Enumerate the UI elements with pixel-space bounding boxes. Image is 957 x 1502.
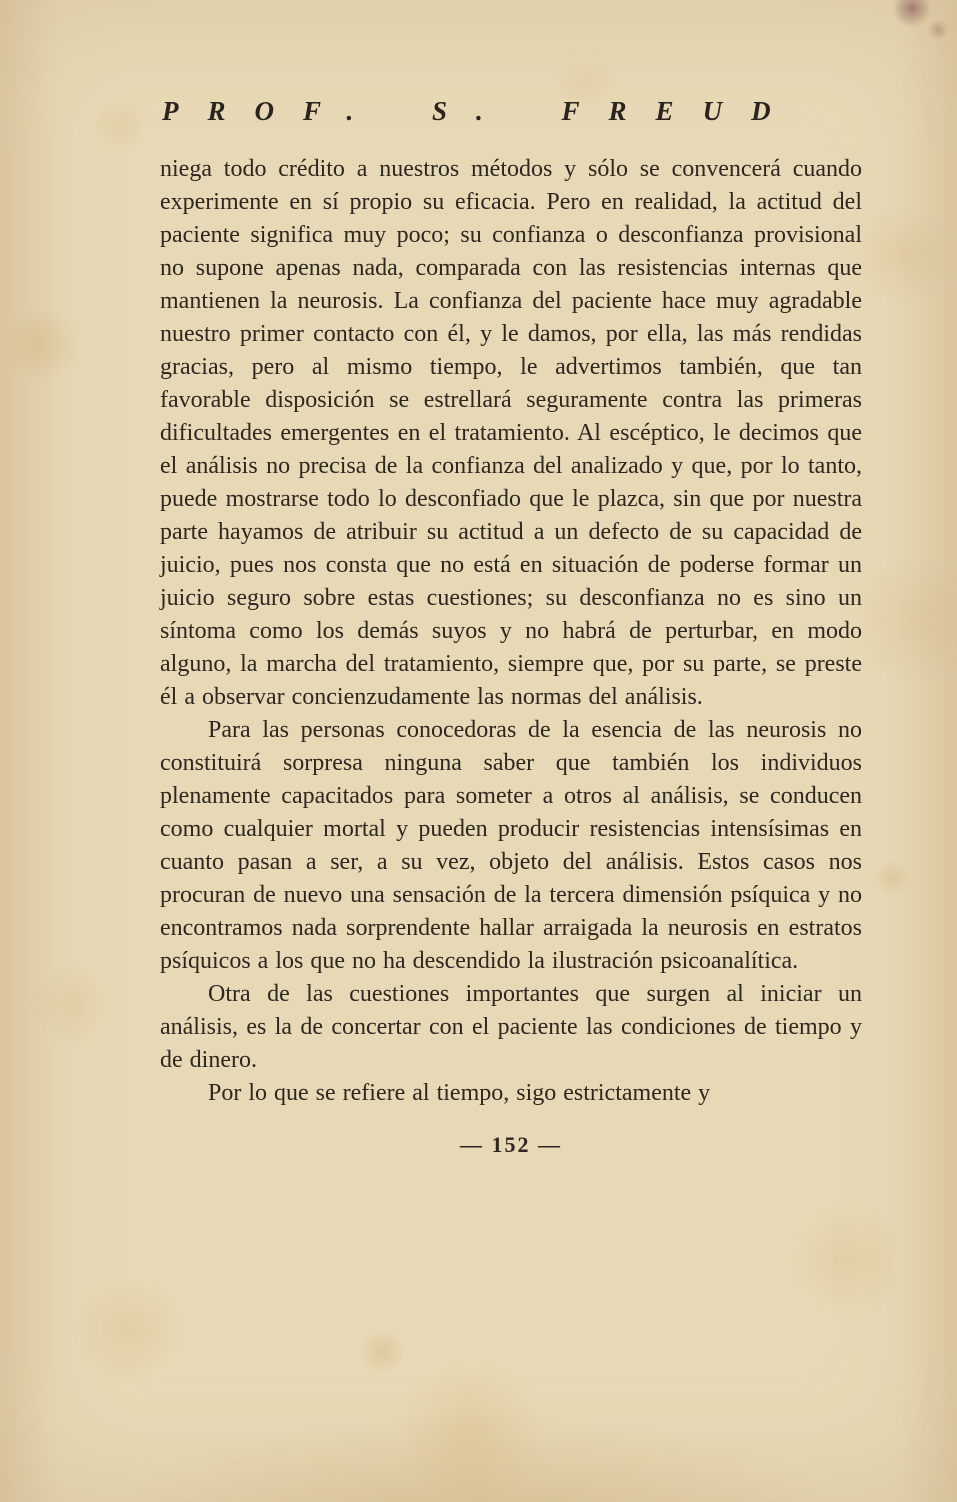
paragraph: Para las personas conocedoras de la esencia de las neurosis no constituirá sorpresa ninguna saber que también los individuos plenamente capacitados para someter a otros al análisis, se conducen como cualquier mortal y pueden producir resistencias intensísimas en cuanto pasan a ser, a su vez, objeto del análisis. Estos casos nos procuran de nuevo una sensación de la tercera dimensión psíquica y no encontramos nada sorprendente hallar arraigada la neurosis en estratos psíquicos a los que no ha descendido la ilustración psicoanalítica. — [160, 717, 862, 974]
running-header: PROF. S. FREUD — [162, 96, 800, 126]
text-block — [160, 153, 862, 1110]
paragraph: Por lo que se refiere al tiempo, sigo estrictamente y — [208, 1080, 711, 1106]
page-number: — 152 — — [460, 1132, 562, 1157]
paragraph-continuation: niega todo crédito a nuestros métodos y sólo se convencerá cuando experimente en sí propio su eficacia. Pero en realidad, la actitud del paciente significa muy poco; su confianza o desconfianza provisional no supone apenas nada, comparada con las resistencias internas que mantienen la neurosis. La confianza del paciente hace muy agradable nuestro primer contacto con él, y le damos, por ella, las más rendidas gracias, pero al mismo tiempo, le advertimos también, que tan favorable disposición se estrellará seguramente contra las primeras dificultades emergentes en el tratamiento. Al escéptico, le decimos que el análisis no precisa de la confianza del analizado y que, por lo tanto, puede mostrarse todo lo desconfiado que le plazca, sin que por nuestra parte hayamos de atribuir su actitud a un defecto de su capacidad de juicio, pues nos consta que no está en situación de poderse formar un juicio seguro sobre estas cuestiones; su desconfianza no es sino un síntoma como los demás suyos y no habrá de perturbar, en modo alguno, la marcha del tratamiento, siempre que, por su parte, se preste él a observar concienzudamente las normas del análisis. — [160, 156, 862, 710]
paragraph: Otra de las cuestiones importantes que surgen al iniciar un análisis, es la de concertar con el paciente las condiciones de tiempo y de dinero. — [160, 981, 862, 1073]
book-page — [160, 96, 862, 1158]
